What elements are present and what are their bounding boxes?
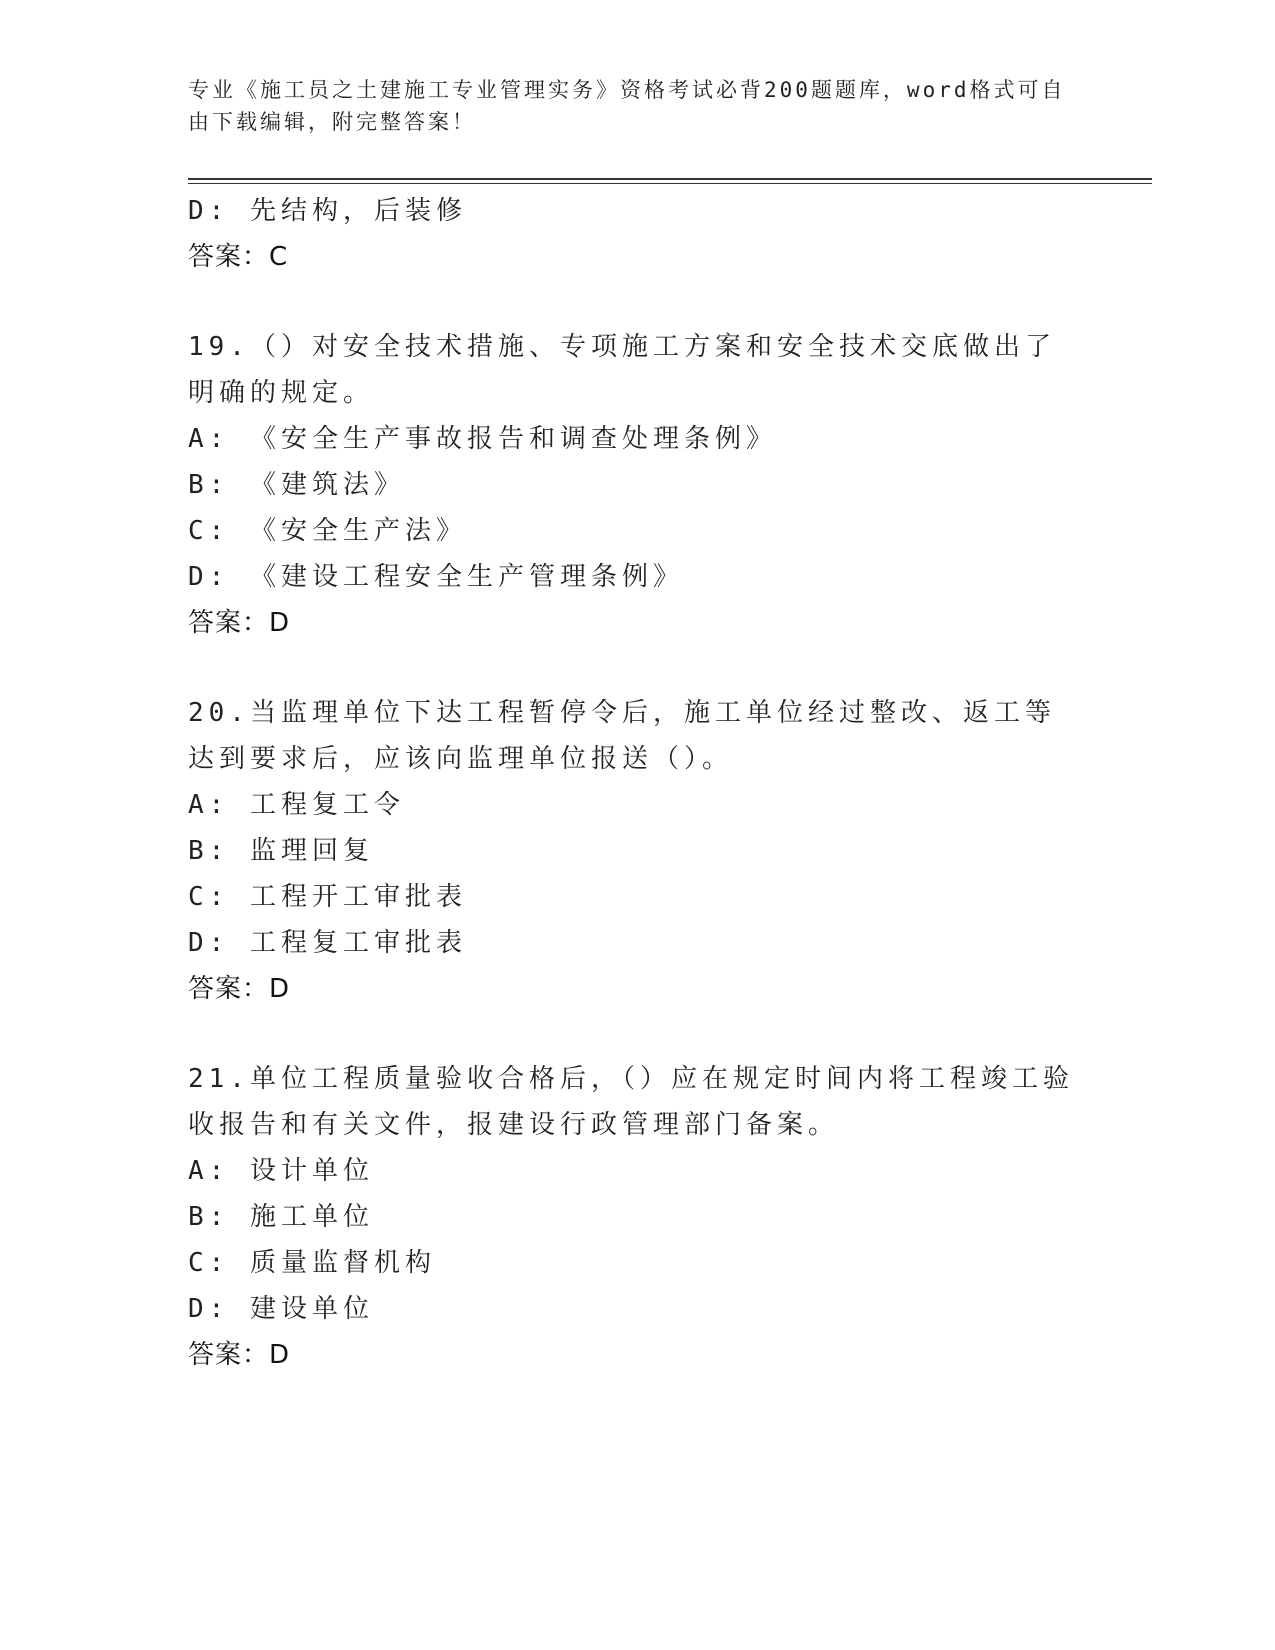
page-header: 专业《施工员之土建施工专业管理实务》资格考试必背200题题库，word格式可自由下载编辑，附完整答案！ — [188, 78, 1066, 134]
option-d: D: 建设单位 — [188, 1294, 374, 1324]
option-c: C: 工程开工审批表 — [188, 882, 467, 912]
question-20 — [188, 690, 1088, 1012]
question-19 — [188, 324, 1088, 646]
question-21 — [188, 1056, 1088, 1378]
header-divider — [188, 178, 1152, 180]
option-a: A: 设计单位 — [188, 1156, 374, 1186]
question-content — [188, 188, 1088, 1378]
question-text: 21.单位工程质量验收合格后，（）应在规定时间内将工程竣工验收报告和有关文件，报建设行政管理部门备案。 — [188, 1064, 1074, 1140]
option-b: B: 施工单位 — [188, 1202, 374, 1232]
option-d: D: 工程复工审批表 — [188, 928, 467, 958]
option-a: A: 《安全生产事故报告和调查处理条例》 — [188, 424, 777, 454]
prev-option-d: D: 先结构，后装修 — [188, 196, 467, 226]
answer: 答案：D — [188, 974, 291, 1004]
question-text: 19.（）对安全技术措施、专项施工方案和安全技术交底做出了明确的规定。 — [188, 332, 1056, 408]
option-b: B: 监理回复 — [188, 836, 374, 866]
answer: 答案：D — [188, 608, 291, 638]
option-d: D: 《建设工程安全生产管理条例》 — [188, 562, 684, 592]
header-divider-thin — [188, 183, 1152, 184]
prev-answer: 答案：C — [188, 242, 289, 272]
question-text: 20.当监理单位下达工程暂停令后，施工单位经过整改、返工等达到要求后，应该向监理单位报送（）。 — [188, 698, 1056, 774]
option-b: B: 《建筑法》 — [188, 470, 405, 500]
answer: 答案：D — [188, 1340, 291, 1370]
option-c: C: 《安全生产法》 — [188, 516, 467, 546]
option-a: A: 工程复工令 — [188, 790, 405, 820]
option-c: C: 质量监督机构 — [188, 1248, 436, 1278]
